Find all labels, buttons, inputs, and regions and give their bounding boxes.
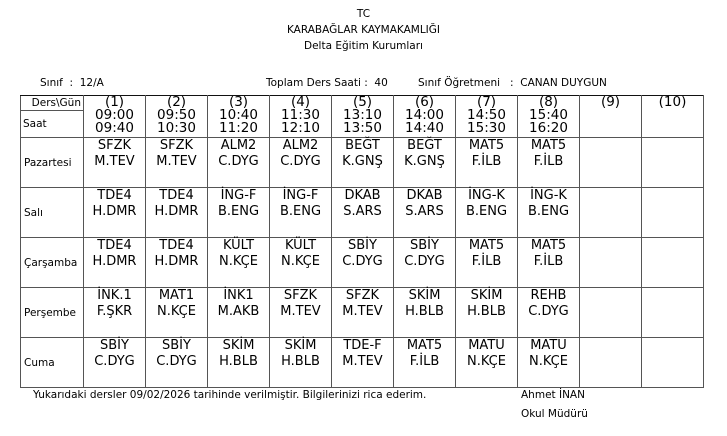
- time-label: Saat: [23, 118, 47, 130]
- lesson-cell: [580, 288, 642, 338]
- slot-header: [518, 96, 580, 138]
- course-code: MATU: [468, 338, 505, 353]
- course-code: TDE-F: [343, 338, 382, 353]
- lesson-cell: [146, 288, 208, 338]
- teacher-code: M.TEV: [342, 354, 383, 369]
- lesson-cell: [580, 188, 642, 238]
- slot-header: [146, 96, 208, 138]
- lesson-cell: [208, 138, 270, 188]
- lesson-cell: [518, 238, 580, 288]
- lesson-cell: [332, 238, 394, 288]
- header-tc: TC: [356, 8, 371, 20]
- lesson-cell: [270, 288, 332, 338]
- footer-note: Yukarıdaki dersler 09/02/2026 tarihinde verilmiştir. Bilgilerinizi rica ederim.: [33, 389, 427, 401]
- slot-end: 11:20: [219, 120, 258, 136]
- lesson-cell: [146, 338, 208, 388]
- course-code: SKİM: [284, 338, 317, 353]
- course-code: İNG-K: [468, 188, 505, 203]
- teacher-code: N.KÇE: [219, 254, 258, 269]
- lesson-cell: [580, 338, 642, 388]
- slot-start: 10:40: [219, 107, 258, 123]
- lesson-cell: [84, 238, 146, 288]
- course-code: TDE4: [97, 238, 132, 253]
- course-code: MAT1: [158, 288, 195, 303]
- course-code: KÜLT: [284, 238, 317, 253]
- teacher-code: N.KÇE: [281, 254, 320, 269]
- teacher-code: C.DYG: [528, 304, 569, 319]
- teacher-code: N.KÇE: [529, 354, 568, 369]
- lesson-cell: [270, 338, 332, 388]
- day-cell: [21, 338, 84, 388]
- lesson-cell: [146, 238, 208, 288]
- slot-end: 10:30: [157, 120, 196, 136]
- day-name: Salı: [24, 206, 43, 219]
- slot-number: (10): [658, 94, 687, 110]
- slot-header: [580, 96, 642, 138]
- header-governorship: KARABAĞLAR KAYMAKAMLIĞI: [286, 24, 441, 36]
- lesson-cell: [394, 338, 456, 388]
- slot-number: (9): [600, 94, 621, 110]
- day-row: [21, 288, 704, 338]
- lesson-cell: [580, 238, 642, 288]
- class-label: Sınıf : 12/A: [40, 77, 104, 89]
- slot-header: [642, 96, 704, 138]
- slot-end: 09:40: [95, 120, 134, 136]
- slot-number: (4): [290, 94, 311, 110]
- day-name: Cuma: [24, 356, 55, 369]
- course-code: TDE4: [159, 188, 194, 203]
- slot-start: 13:10: [343, 107, 382, 123]
- lesson-cell: [456, 288, 518, 338]
- course-code: İNK1: [223, 288, 254, 303]
- lesson-cell: [456, 238, 518, 288]
- slot-end: 15:30: [467, 120, 506, 136]
- slot-header: [456, 96, 518, 138]
- teacher-code: H.DMR: [154, 204, 199, 219]
- slot-start: 09:50: [157, 107, 196, 123]
- lesson-cell: [518, 338, 580, 388]
- teacher-code: S.ARS: [405, 204, 444, 219]
- lesson-cell: [208, 238, 270, 288]
- lesson-cell: [84, 338, 146, 388]
- course-code: İNG-F: [220, 188, 257, 203]
- corner-cell: [21, 96, 84, 138]
- teacher-code: K.GNŞ: [342, 154, 383, 169]
- slot-end: 16:20: [529, 120, 568, 136]
- lesson-cell: [270, 138, 332, 188]
- course-code: SBİY: [410, 238, 439, 253]
- total-hours-label: Toplam Ders Saati : 40: [266, 77, 388, 89]
- teacher-code: B.ENG: [279, 204, 322, 219]
- class-teacher-label: Sınıf Öğretmeni : CANAN DUYGUN: [418, 77, 607, 89]
- course-code: SKİM: [408, 288, 441, 303]
- teacher-code: M.AKB: [217, 304, 260, 319]
- lesson-cell: [642, 188, 704, 238]
- teacher-code: H.BLB: [467, 304, 506, 319]
- teacher-code: C.DYG: [94, 354, 135, 369]
- day-row: [21, 188, 704, 238]
- course-code: ALM2: [220, 138, 257, 153]
- lesson-cell: [208, 288, 270, 338]
- lesson-cell: [332, 138, 394, 188]
- course-code: ALM2: [282, 138, 319, 153]
- course-code: DKAB: [406, 188, 443, 203]
- slot-header: [208, 96, 270, 138]
- teacher-code: S.ARS: [343, 204, 382, 219]
- course-code: SFZK: [97, 138, 132, 153]
- lesson-cell: [394, 238, 456, 288]
- slot-number: (8): [538, 94, 559, 110]
- course-code: İNG-F: [282, 188, 319, 203]
- teacher-code: N.KÇE: [467, 354, 506, 369]
- course-code: TDE4: [159, 238, 194, 253]
- course-code: MAT5: [530, 138, 567, 153]
- lesson-cell: [456, 188, 518, 238]
- course-code: SBİY: [348, 238, 377, 253]
- lesson-cell: [394, 138, 456, 188]
- slot-header: [270, 96, 332, 138]
- course-code: SFZK: [345, 288, 380, 303]
- lesson-cell: [642, 288, 704, 338]
- slot-number: (1): [104, 94, 125, 110]
- signer-title: Okul Müdürü: [521, 408, 588, 420]
- lesson-cell: [642, 338, 704, 388]
- days-lessons-label: Ders\Gün: [21, 96, 83, 111]
- lesson-cell: [208, 188, 270, 238]
- teacher-code: C.DYG: [404, 254, 445, 269]
- teacher-code: K.GNŞ: [404, 154, 445, 169]
- slot-start: 14:00: [405, 107, 444, 123]
- header-institution: Delta Eğitim Kurumları: [304, 40, 423, 52]
- slot-end: 14:40: [405, 120, 444, 136]
- slot-header: [394, 96, 456, 138]
- teacher-code: H.BLB: [281, 354, 320, 369]
- course-code: İNK.1: [97, 288, 132, 303]
- day-cell: [21, 238, 84, 288]
- day-cell: [21, 138, 84, 188]
- teacher-code: C.DYG: [342, 254, 383, 269]
- slot-start: 09:00: [95, 107, 134, 123]
- slot-header: [332, 96, 394, 138]
- teacher-code: C.DYG: [280, 154, 321, 169]
- slot-end: 12:10: [281, 120, 320, 136]
- lesson-cell: [394, 288, 456, 338]
- lesson-cell: [518, 288, 580, 338]
- teacher-code: F.ŞKR: [96, 304, 133, 319]
- course-code: REHB: [530, 288, 567, 303]
- course-code: SBİY: [100, 338, 129, 353]
- day-name: Pazartesi: [24, 156, 72, 169]
- lesson-cell: [394, 188, 456, 238]
- signer-name: Ahmet İNAN: [521, 389, 585, 401]
- teacher-code: C.DYG: [156, 354, 197, 369]
- day-row: [21, 138, 704, 188]
- course-code: SKİM: [222, 338, 255, 353]
- course-code: BEĞT: [345, 138, 380, 153]
- course-code: SFZK: [283, 288, 318, 303]
- lesson-cell: [332, 288, 394, 338]
- teacher-code: H.DMR: [92, 254, 137, 269]
- course-code: MAT5: [468, 238, 505, 253]
- lesson-cell: [84, 188, 146, 238]
- teacher-code: B.ENG: [465, 204, 508, 219]
- teacher-code: B.ENG: [527, 204, 570, 219]
- lesson-cell: [208, 338, 270, 388]
- teacher-code: M.TEV: [94, 154, 135, 169]
- course-code: TDE4: [97, 188, 132, 203]
- course-code: KÜLT: [222, 238, 255, 253]
- lesson-cell: [580, 138, 642, 188]
- course-code: MAT5: [530, 238, 567, 253]
- slot-number: (3): [228, 94, 249, 110]
- lesson-cell: [642, 238, 704, 288]
- lesson-cell: [84, 138, 146, 188]
- slot-number: (6): [414, 94, 435, 110]
- day-name: Perşembe: [24, 306, 77, 319]
- course-code: İNG-K: [530, 188, 567, 203]
- teacher-code: C.DYG: [218, 154, 259, 169]
- lesson-cell: [518, 138, 580, 188]
- day-name: Çarşamba: [24, 256, 78, 269]
- course-code: SKİM: [470, 288, 503, 303]
- lesson-cell: [518, 188, 580, 238]
- teacher-code: H.BLB: [405, 304, 444, 319]
- lesson-cell: [456, 338, 518, 388]
- slot-number: (5): [352, 94, 373, 110]
- day-cell: [21, 288, 84, 338]
- course-code: MATU: [530, 338, 567, 353]
- teacher-code: F.İLB: [533, 154, 564, 169]
- lesson-cell: [146, 188, 208, 238]
- teacher-code: M.TEV: [342, 304, 383, 319]
- lesson-cell: [84, 288, 146, 338]
- teacher-code: H.DMR: [154, 254, 199, 269]
- course-code: MAT5: [406, 338, 443, 353]
- slot-start: 15:40: [529, 107, 568, 123]
- lesson-cell: [332, 188, 394, 238]
- teacher-code: H.BLB: [219, 354, 258, 369]
- teacher-code: F.İLB: [409, 354, 440, 369]
- header-row: [21, 96, 704, 138]
- teacher-code: F.İLB: [471, 254, 502, 269]
- day-row: [21, 338, 704, 388]
- teacher-code: M.TEV: [156, 154, 197, 169]
- course-code: BEĞT: [407, 138, 442, 153]
- day-cell: [21, 188, 84, 238]
- slot-start: 11:30: [281, 107, 320, 123]
- teacher-code: F.İLB: [471, 154, 502, 169]
- teacher-code: N.KÇE: [157, 304, 196, 319]
- slot-start: 14:50: [467, 107, 506, 123]
- teacher-code: M.TEV: [280, 304, 321, 319]
- lesson-cell: [146, 138, 208, 188]
- lesson-cell: [270, 238, 332, 288]
- lesson-cell: [456, 138, 518, 188]
- course-code: MAT5: [468, 138, 505, 153]
- teacher-code: F.İLB: [533, 254, 564, 269]
- day-row: [21, 238, 704, 288]
- lesson-cell: [332, 338, 394, 388]
- slot-header: [84, 96, 146, 138]
- slot-end: 13:50: [343, 120, 382, 136]
- course-code: DKAB: [344, 188, 381, 203]
- teacher-code: B.ENG: [217, 204, 260, 219]
- schedule-table: [20, 95, 704, 388]
- lesson-cell: [270, 188, 332, 238]
- slot-number: (2): [166, 94, 187, 110]
- teacher-code: H.DMR: [92, 204, 137, 219]
- slot-number: (7): [476, 94, 497, 110]
- course-code: SBİY: [162, 338, 191, 353]
- course-code: SFZK: [159, 138, 194, 153]
- lesson-cell: [642, 138, 704, 188]
